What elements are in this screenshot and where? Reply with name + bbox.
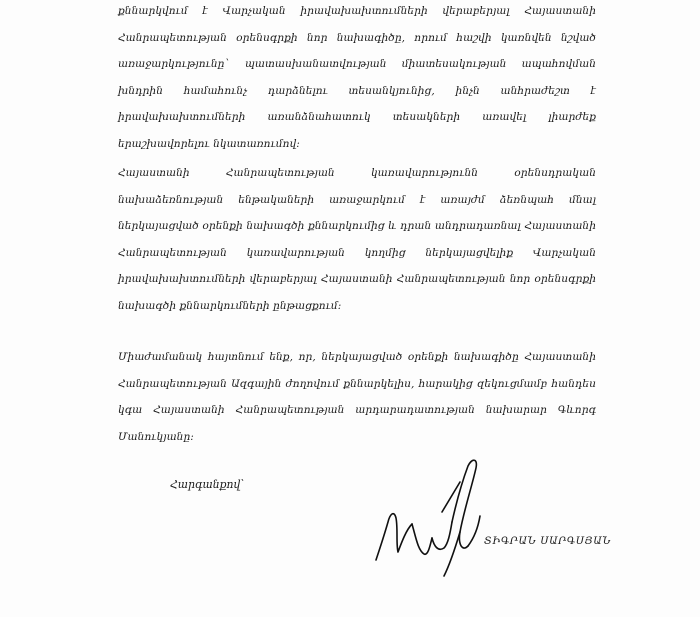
paragraph-2: Հայաստանի Հանրապետության կառավարությունն օրենսդրական նախաձեռնության ենթակաների առաջարկում է առայժմ ձեռնպահ մնալ ներկայացված օրենքի նախագծի քննարկումից և դրան անդրադառնալ Հայաստանի Հանրապետության կառավարության կողմից ներկայացվելիք Վարչական իրավախախտումների վերաբերյալ Հայաստանի Հանրապետության նոր օրենսգրքի նախագծի քննարկումների ընթացքում:	[118, 167, 596, 312]
handwritten-signature-icon	[368, 452, 498, 582]
paragraph-3: Միաժամանակ հայտնում ենք, որ, ներկայացված օրենքի նախագիծը Հայաստանի Հանրապետության Ազգային ժողովում քննարկելիս, հարակից զեկուցմամբ հանդես կգա Հայաստանի Հանրապետության արդարադատության նախարար Գևորգ Մանուկյանը:	[118, 351, 596, 443]
paragraph-1: քննարկվում է Վարչական իրավախախտումների վերաբերյալ Հայաստանի Հանրապետության օրենսգրքի նոր նախագիծը, որում հաշվի կառնվեն նշված առաջարկությունը` պատասխանատվության միատեսակության ապահովման խնդրին համահունչ դարձնելու տեսանկյունից, ինչն անհրաժեշտ է իրավախախտումների առանձնահատուկ տեսակների առավել լիարժեք երաշխավորելու նկատառումով:	[118, 5, 596, 150]
signer-name: ՏԻԳՐԱՆ ՍԱՐԳՍՅԱՆ	[484, 535, 612, 547]
closing-salutation: Հարգանքով՝	[170, 478, 245, 491]
